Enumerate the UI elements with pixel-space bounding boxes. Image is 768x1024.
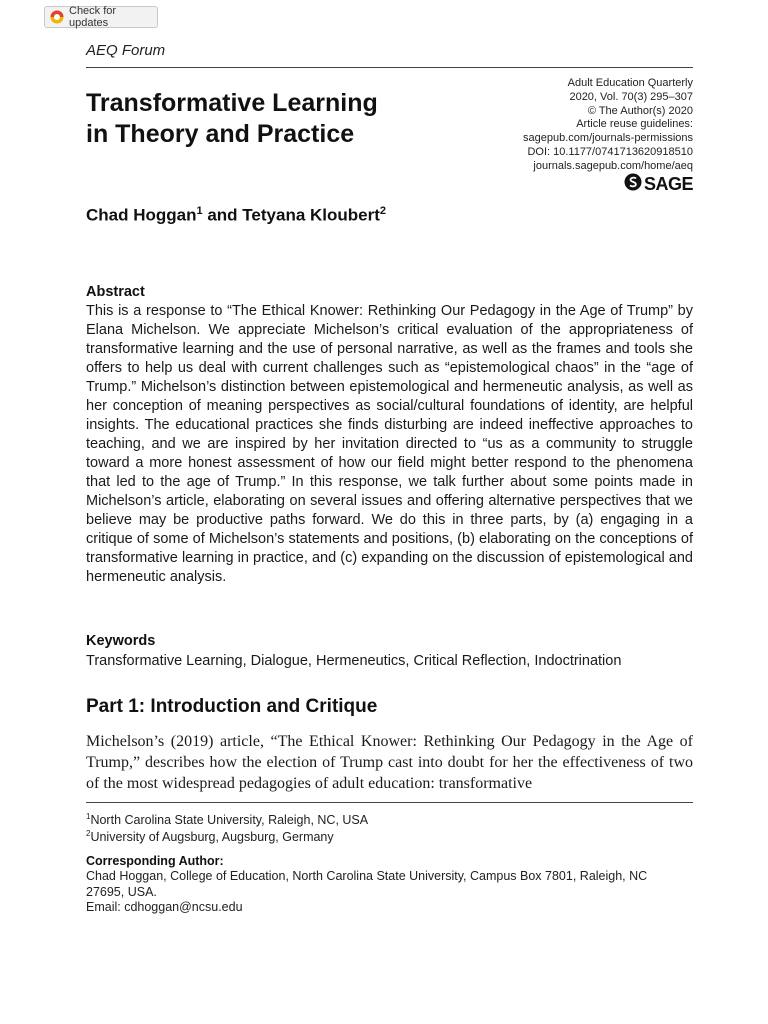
- author-2-affil: 2: [379, 205, 387, 217]
- author-joiner: and: [202, 205, 243, 225]
- affiliation-2-marker: 2: [86, 829, 91, 838]
- abstract-text: This is a response to “The Ethical Knower: Rethinking Our Pedagogy in the Age of Trump” by Elana Michelson. We appreciate Michelson’s critical evaluation of the appropriateness of transformative learning and the use of personal narrative, as well as the frames and tools she offers to help us deal with current challenges such as “epistemological chaos” in the “age of Trump.” Michelson’s distinction between epistemological and hermeneutic analysis, as well as her conception of meaning perspectives as social/cultural foundations of identity, are helpful insights. The educational practices she finds disturbing are indeed ineffective approaches to teaching, and we are inspired by her invitation directed to “us as a community to struggle toward a more honest assessment of how our field might better respond to the phenomena that led to the age of Trump.” In this response, we talk further about some points made in Michelson’s article, elaborating on several issues and offering alternative perspectives that we believe may be productive paths forward. We do this in three parts, by (a) engaging in a critique of some of Michelson’s statements and positions, (b) elaborating on the conceptions of transformative learning in practice, and (c) expanding on the discussion of epistemological and hermeneutic analysis.: [86, 303, 693, 585]
- copyright: © The Author(s) 2020: [587, 104, 693, 117]
- affiliation-1: [86, 812, 368, 827]
- journal-name: Adult Education Quarterly: [567, 77, 693, 89]
- corr-address-line-1: Chad Hoggan, College of Education, North Carolina State University, Campus Box 7801, Raleigh, NC: [86, 869, 648, 883]
- check-for-updates-button[interactable]: [44, 6, 158, 28]
- affiliation-2: [86, 829, 334, 844]
- corr-email[interactable]: Email: cdhoggan@ncsu.edu: [86, 900, 243, 914]
- article-title: [86, 88, 466, 150]
- affiliation-1-text: North Carolina State University, Raleigh, NC, USA: [90, 813, 369, 828]
- part-1-heading: Part 1: Introduction and Critique: [86, 696, 378, 717]
- doi[interactable]: DOI: 10.1177/0741713620918510: [527, 145, 693, 158]
- footnote-rule: [86, 802, 693, 803]
- author-2: Tetyana Kloubert: [242, 205, 380, 225]
- sage-logo-icon: [624, 173, 642, 196]
- journal-info: [453, 77, 693, 174]
- part-1-body: Michelson’s (2019) article, “The Ethical Knower: Rethinking Our Pedagogy in the Age of Trump,” describes how the election of Trump cast into doubt for her the effectiveness of two of the most widespread pedagogies of adult education: transformative: [86, 733, 693, 792]
- author-1: Chad Hoggan: [86, 205, 197, 225]
- corresponding-author-heading: Corresponding Author:: [86, 854, 224, 868]
- section-header: AEQ Forum: [86, 42, 166, 59]
- permissions-link[interactable]: sagepub.com/journals-permissions: [523, 132, 693, 145]
- check-updates-icon: [50, 10, 64, 24]
- corresponding-author-info: [86, 869, 686, 916]
- journal-volume: 2020, Vol. 70(3) 295–307: [569, 90, 693, 103]
- author-line: [86, 205, 386, 226]
- affiliation-2-text: University of Augsburg, Augsburg, Germany: [90, 830, 334, 845]
- check-updates-label: Check for updates: [69, 5, 117, 29]
- title-line-2: in Theory and Practice: [86, 120, 355, 148]
- header-rule: [86, 67, 693, 68]
- publisher-logo: [624, 173, 693, 196]
- journal-home-link[interactable]: journals.sagepub.com/home/aeq: [533, 159, 693, 172]
- keywords-heading: Keywords: [86, 633, 156, 649]
- affiliation-1-marker: 1: [86, 812, 91, 821]
- title-line-1: Transformative Learning: [86, 89, 378, 117]
- corr-address-line-2: 27695, USA.: [86, 884, 157, 899]
- publisher-name: SAGE: [643, 174, 693, 194]
- reuse-label: Article reuse guidelines:: [576, 118, 693, 131]
- author-1-affil: 1: [196, 205, 203, 217]
- keywords-text: Transformative Learning, Dialogue, Hermeneutics, Critical Reflection, Indoctrination: [86, 653, 622, 669]
- abstract-heading: Abstract: [86, 284, 145, 300]
